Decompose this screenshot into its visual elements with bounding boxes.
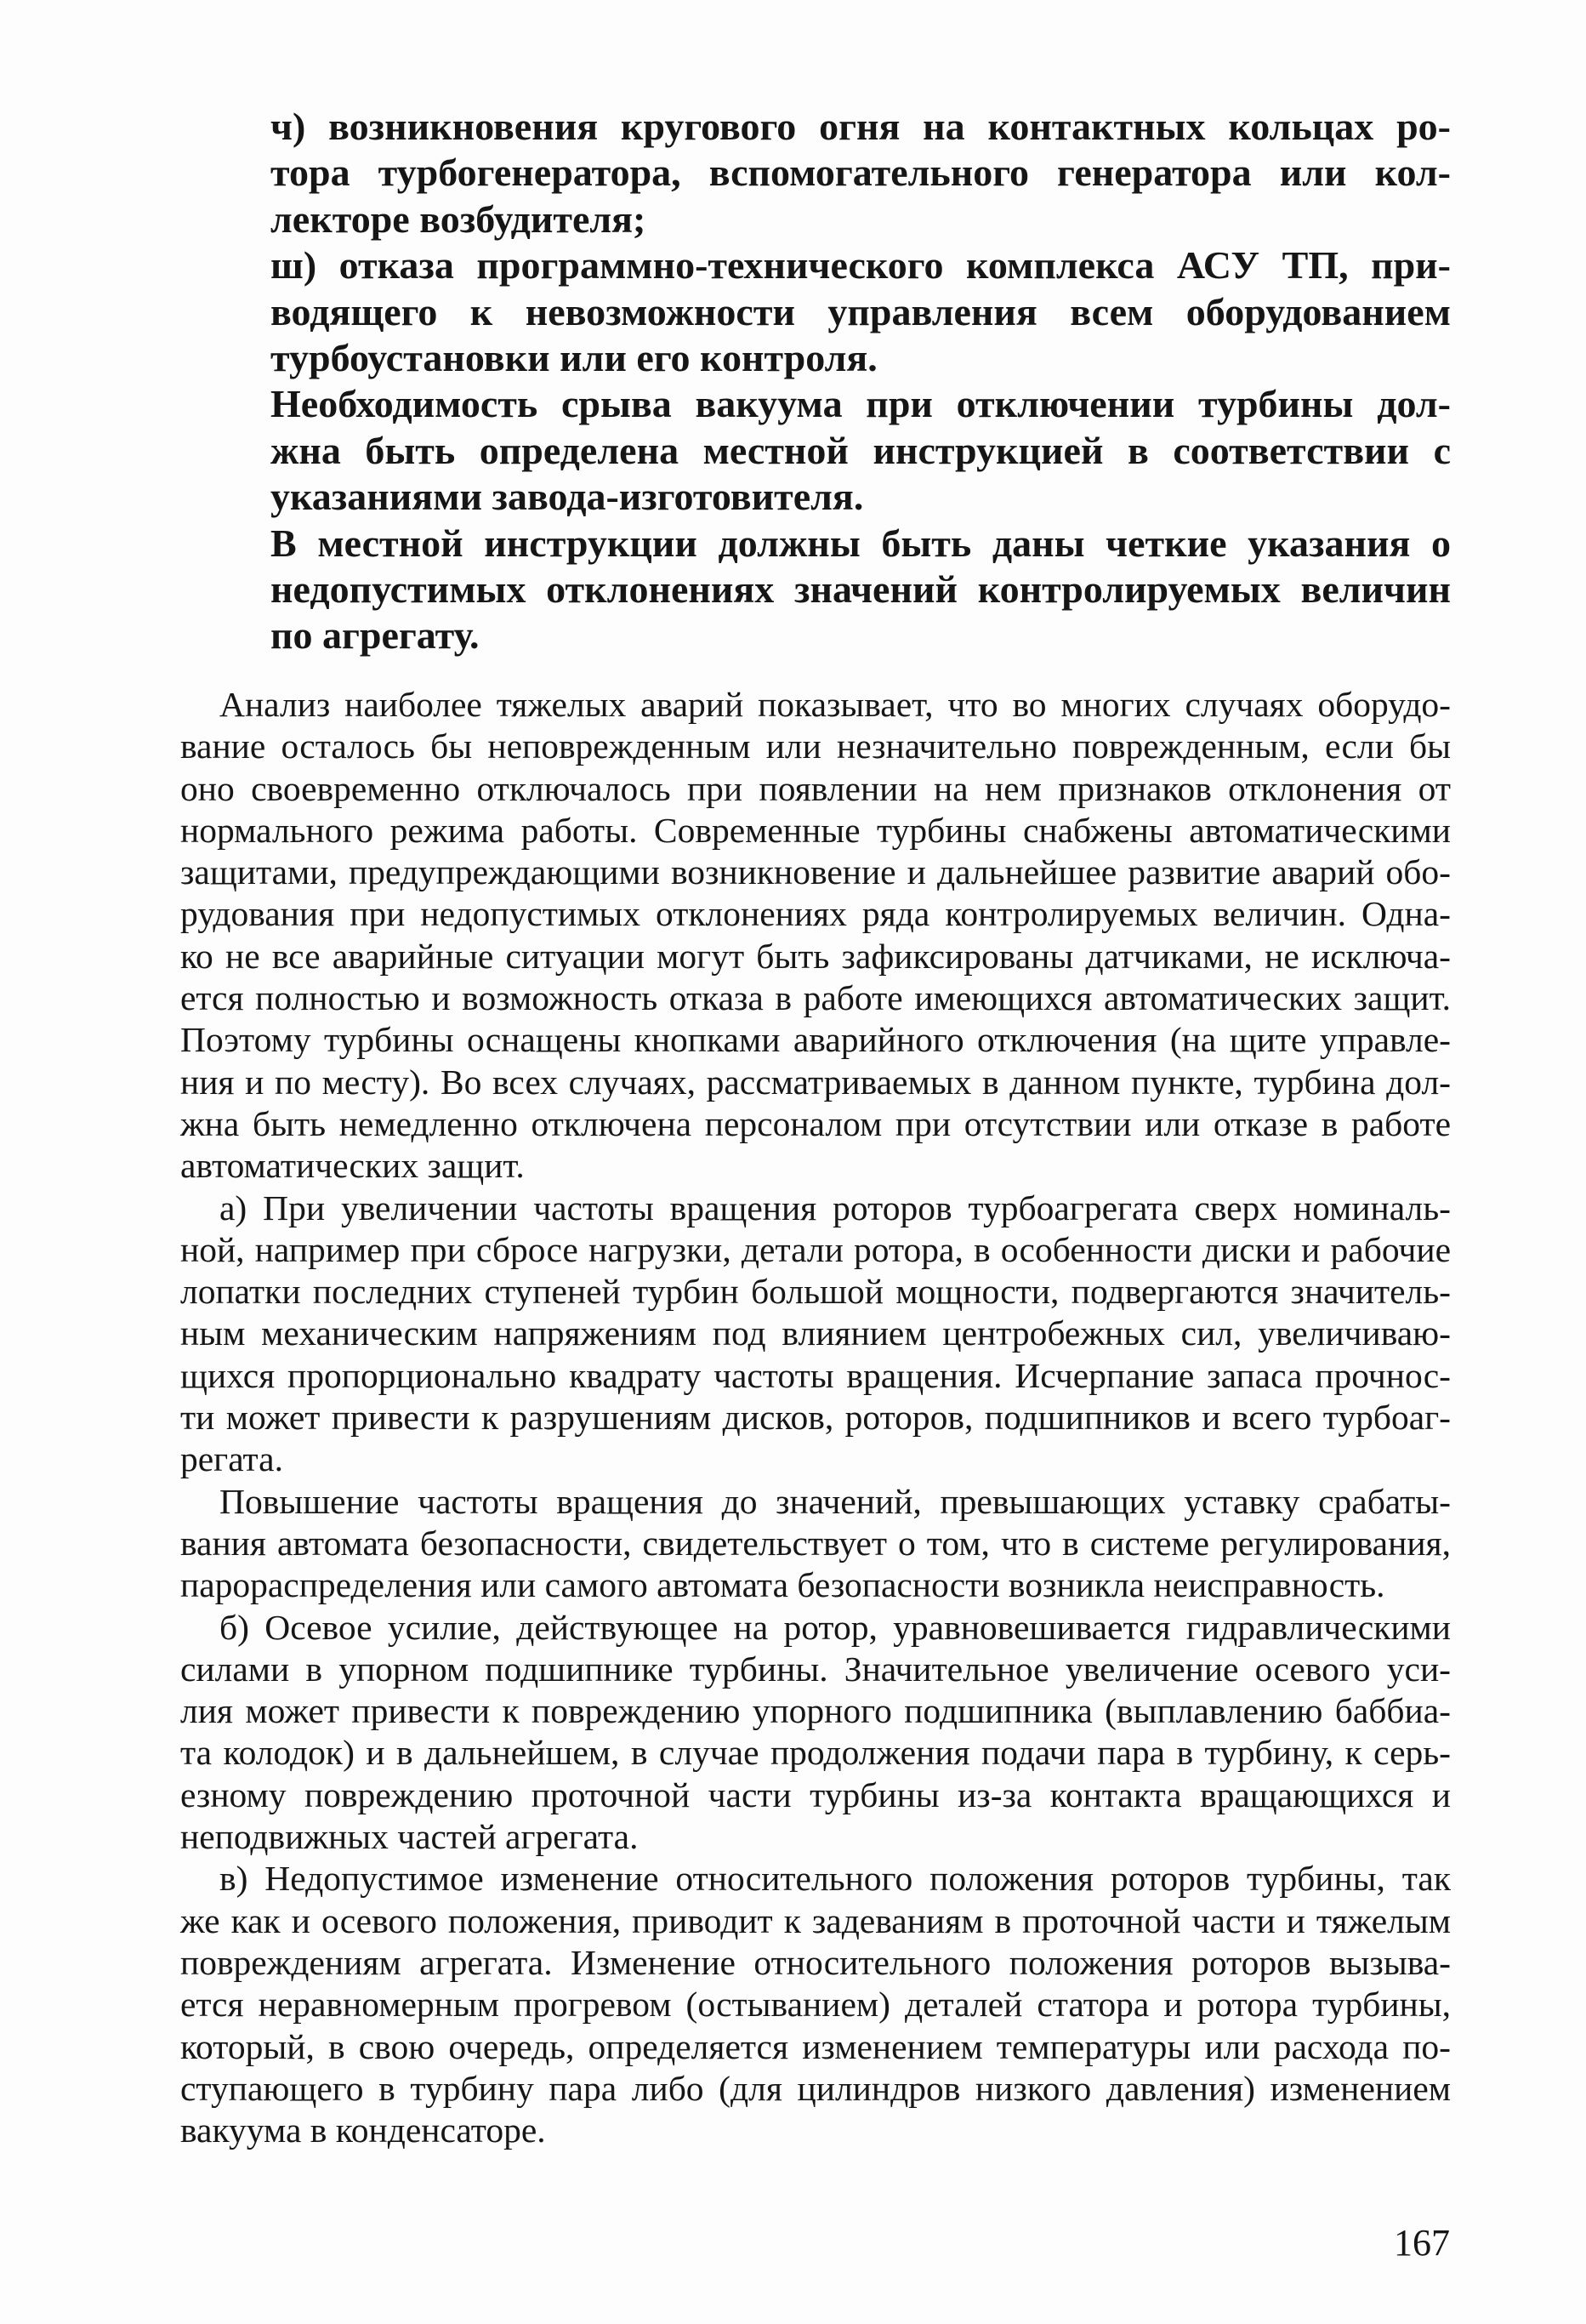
text-line: жна быть немедленно отключена персоналом при отсутствии или отказе в работе (180, 1103, 1451, 1143)
text-line: недопустимых отклонениях значений контролируемых величин (270, 567, 1451, 611)
text-line: Повышение частоты вращения до значений, превышающих уставку срабаты- (219, 1481, 1451, 1521)
text-line: а) При увеличении частоты вращения роторов турбоагрегата сверх номиналь- (219, 1188, 1451, 1228)
text-line: ния и по месту). Во всех случаях, рассматриваемых в данном пункте, турбина дол- (180, 1062, 1451, 1102)
text-line: в) Недопустимое изменение относительного положения роторов турбины, так (219, 1859, 1451, 1899)
text-line: вакуума в конденсаторе. (180, 2110, 546, 2150)
text-line: неподвижных частей агрегата. (180, 1817, 639, 1857)
text-line: Необходимость срыва вакуума при отключении турбины дол- (270, 382, 1451, 426)
text-line: щихся пропорционально квадрату частоты вращения. Исчерпание запаса прочнос- (180, 1355, 1451, 1395)
page-number: 167 (1394, 2222, 1450, 2264)
text-line: же как и осевого положения, приводит к задеваниям в проточной части и тяжелым (180, 1900, 1451, 1940)
text-line: тора турбогенератора, вспомогательного генератора или кол- (270, 151, 1451, 195)
text-line: нормального режима работы. Современные турбины снабжены автоматическими (180, 810, 1451, 850)
text-line: защитами, предупреждающими возникновение и дальнейшее развитие аварий обо- (180, 852, 1451, 892)
text-line: Поэтому турбины оснащены кнопками аварийного отключения (на щите управле- (180, 1020, 1451, 1060)
text-line: жна быть определена местной инструкцией в соответствии с (270, 428, 1451, 472)
text-line: оно своевременно отключалось при появлении на нем признаков отклонения от (180, 768, 1451, 808)
text-line: ется полностью и возможность отказа в работе имеющихся автоматических защит. (180, 978, 1451, 1018)
text-line: ко не все аварийные ситуации могут быть зафиксированы датчиками, не исключа- (180, 936, 1451, 976)
text-line: указаниями завода-изготовителя. (270, 475, 864, 519)
text-line: ступающего в турбину пара либо (для цилиндров низкого давления) изменением (180, 2068, 1451, 2108)
text-line: ти может привести к разрушениям дисков, роторов, подшипников и всего турбоаг- (180, 1398, 1451, 1438)
text-line: водящего к невозможности управления всем оборудованием (270, 289, 1451, 333)
text-line: лия может привести к повреждению упорного подшипника (выплавлению баббиа- (180, 1691, 1451, 1731)
text-line: повреждениям агрегата. Изменение относительного положения роторов вызыва- (180, 1942, 1451, 1982)
text-line: ным механическим напряжениям под влиянием центробежных сил, увеличиваю- (180, 1313, 1451, 1353)
text-line: силами в упорном подшипнике турбины. Значительное увеличение осевого уси- (180, 1649, 1451, 1689)
text-line: который, в свою очередь, определяется изменением температуры или расхода по- (180, 2026, 1451, 2066)
text-line: В местной инструкции должны быть даны четкие указания о (270, 521, 1451, 565)
text-line: Анализ наиболее тяжелых аварий показывает, что во многих случаях оборудо- (219, 685, 1451, 724)
text-line: вание осталось бы неповрежденным или незначительно поврежденным, если бы (180, 726, 1451, 766)
text-line: по агрегату. (270, 613, 480, 658)
bold-requirements-block (270, 104, 1451, 659)
text-line: регата. (180, 1439, 283, 1479)
text-line: автоматических защит. (180, 1146, 525, 1186)
text-line: ч) возникновения кругового огня на контактных кольцах ро- (270, 105, 1451, 148)
text-line: езному повреждению проточной части турбины из-за контакта вращающихся и (180, 1774, 1451, 1814)
body-text-block (180, 684, 1451, 2151)
text-line: ной, например при сбросе нагрузки, детали ротора, в особенности диски и рабочие (180, 1229, 1451, 1269)
text-line: рудования при недопустимых отклонениях ряда контролируемых величин. Одна- (180, 894, 1451, 934)
text-line: б) Осевое усилие, действующее на ротор, уравновешивается гидравлическими (219, 1607, 1451, 1647)
text-line: турбоустановки или его контроля. (270, 335, 878, 379)
text-line: лекторе возбудителя; (270, 197, 646, 241)
text-line: парораспределения или самого автомата безопасности возникла неисправность. (180, 1565, 1385, 1605)
text-line: вания автомата безопасности, свидетельствует о том, что в системе регулирования, (180, 1523, 1451, 1563)
text-line: ш) отказа программно-технического комплекса АСУ ТП, при- (270, 243, 1451, 288)
text-line: та колодок) и в дальнейшем, в случае продолжения подачи пара в турбину, к серь- (180, 1733, 1451, 1773)
text-line: лопатки последних ступеней турбин большой мощности, подвергаются значитель- (180, 1272, 1451, 1312)
text-line: ется неравномерным прогревом (остыванием) деталей статора и ротора турбины, (180, 1985, 1451, 2025)
